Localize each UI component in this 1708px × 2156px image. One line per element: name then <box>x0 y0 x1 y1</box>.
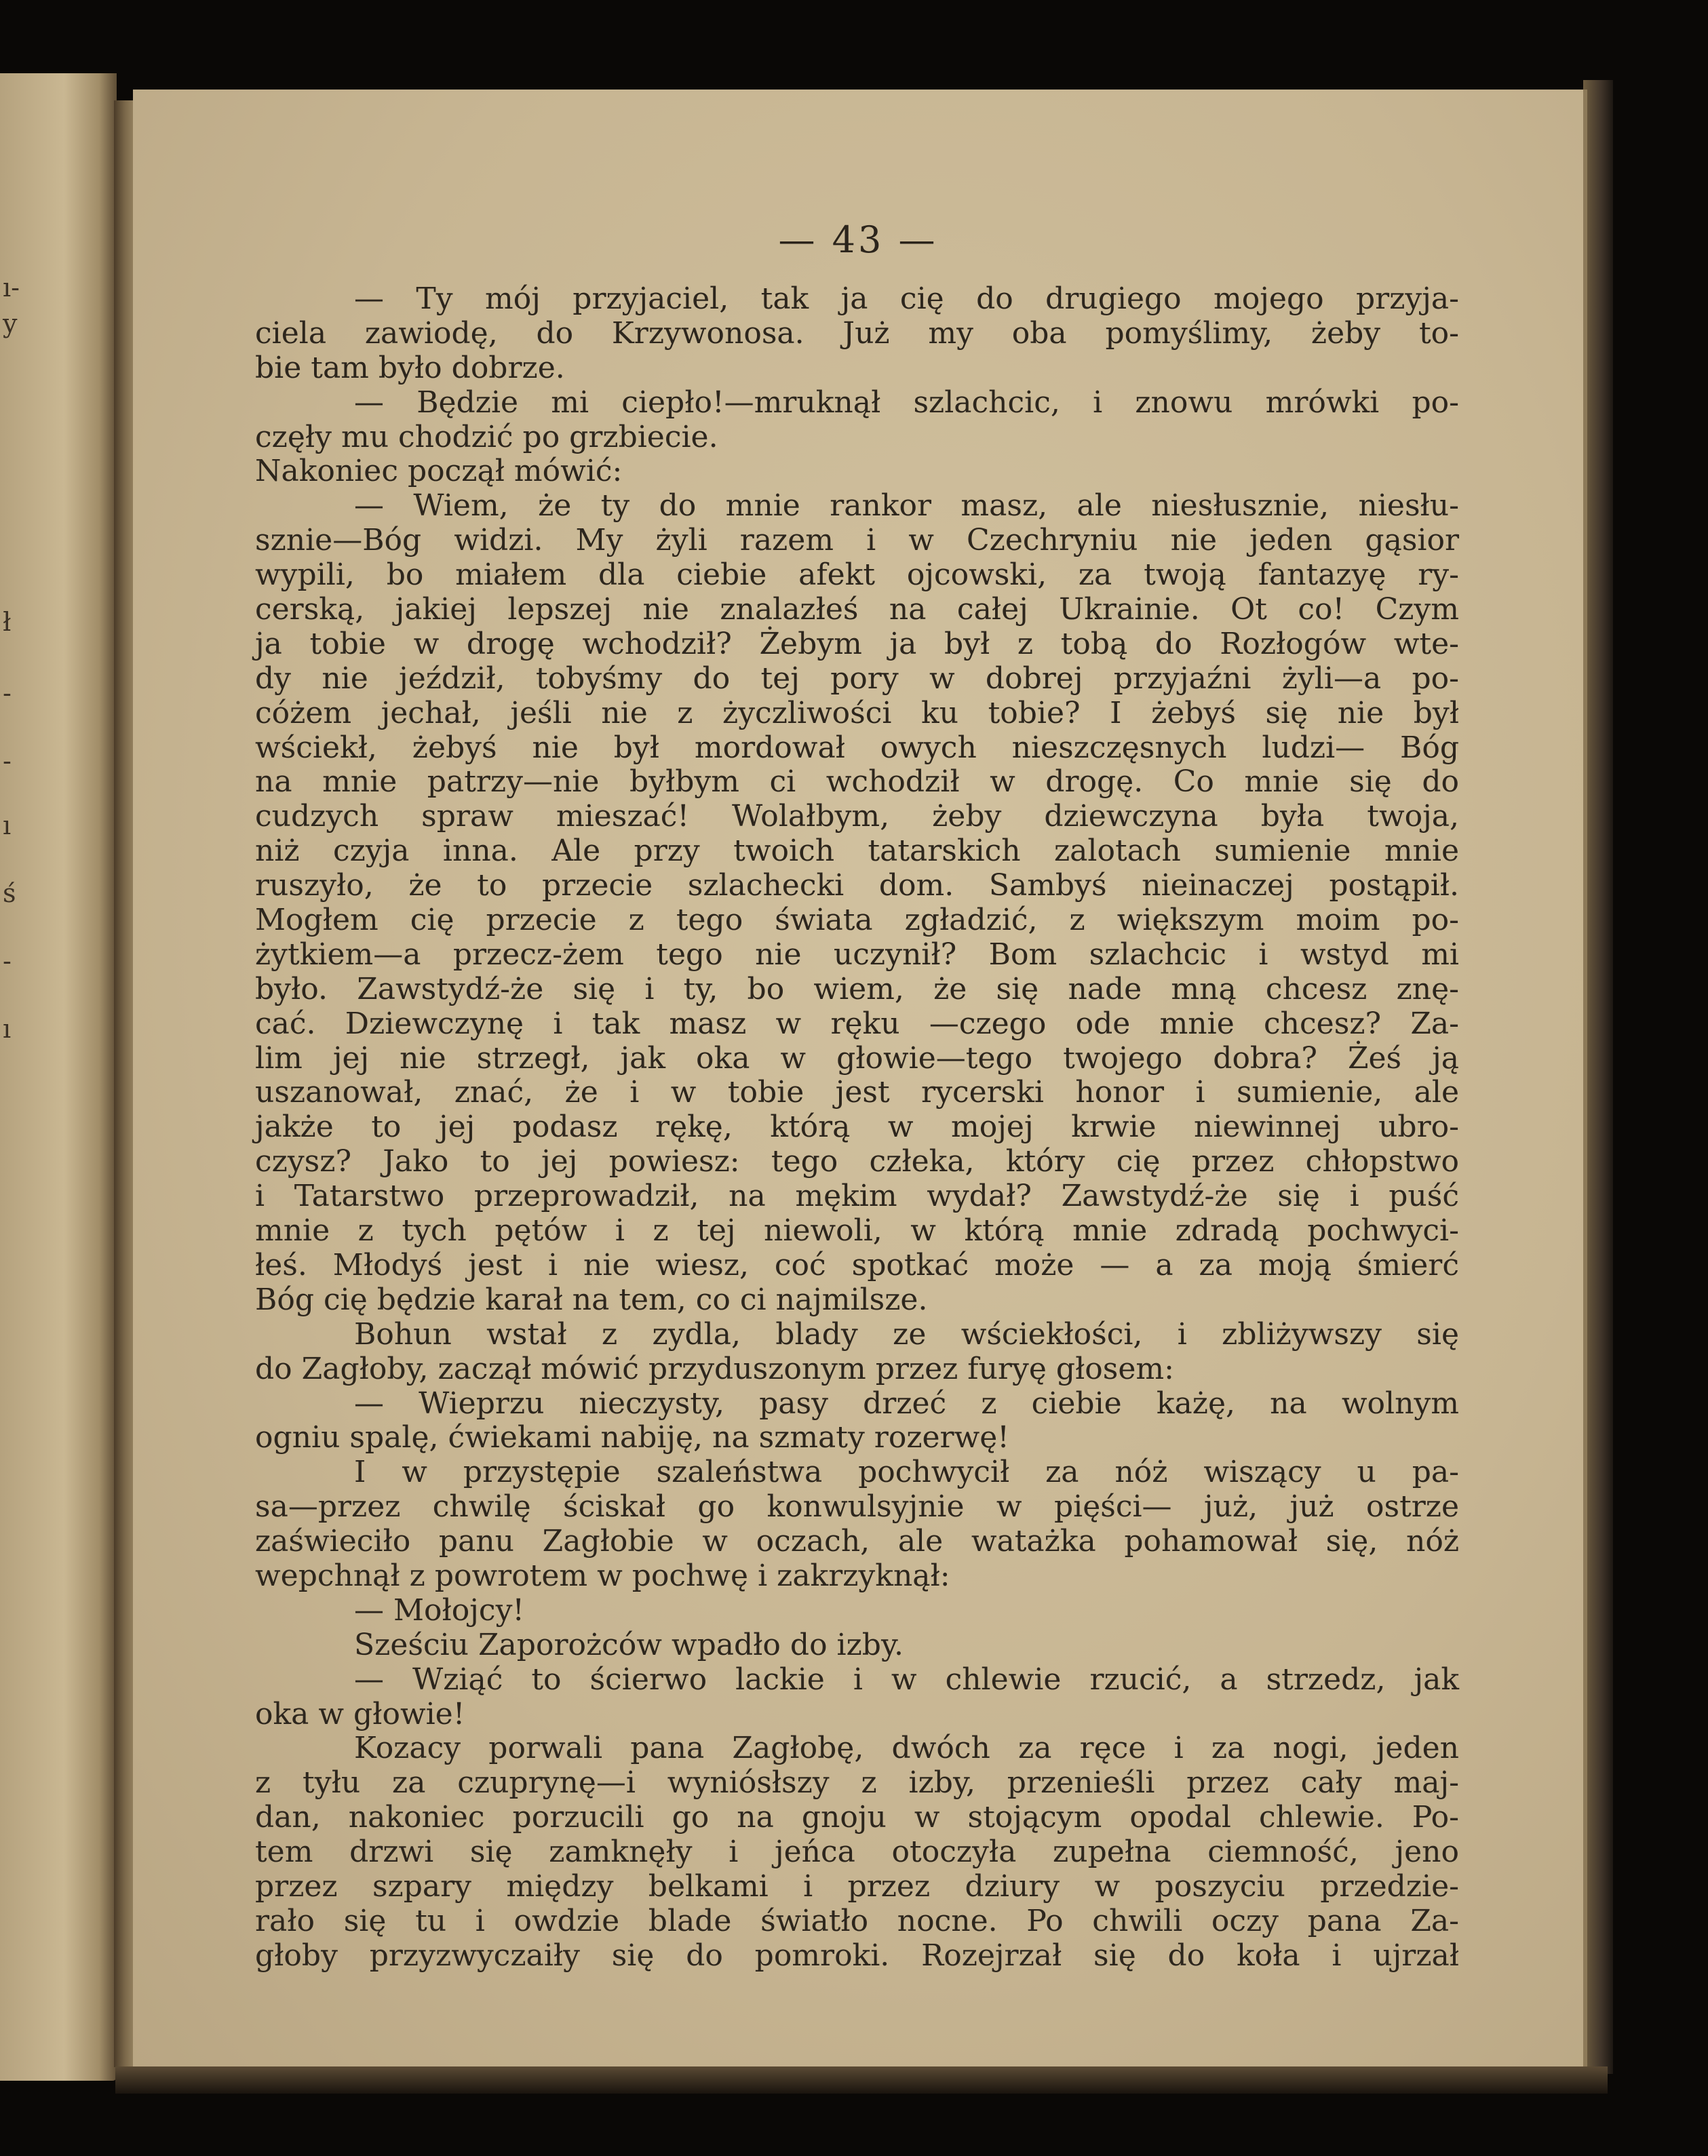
left-fragment: ı <box>3 810 12 840</box>
text-line: Mogłem cię przecie z tego świata zgładzić, z większym moim po- <box>255 903 1459 938</box>
page-number: — 43 — <box>778 218 938 261</box>
text-line: było. Zawstydź-że się i ty, bo wiem, że się nade mną chcesz znę- <box>255 971 1459 1006</box>
text-line: Kozacy porwali pana Zagłobę, dwóch za ręce i za nogi, jeden <box>354 1731 1459 1766</box>
text-line: cerską, jakiej lepszej nie znalazłeś na całej Ukrainie. Ot co! Czym <box>255 592 1459 627</box>
text-line: wepchnął z powrotem w pochwę i zakrzyknął: <box>255 1558 950 1593</box>
text-line: — Mołojcy! <box>354 1592 525 1628</box>
text-line: wypili, bo miałem dla ciebie afekt ojcowski, za twoją fantazyę ry- <box>255 557 1459 593</box>
text-line: czysz? Jako to jej powiesz: tego człeka, który cię przez chłopstwo <box>255 1144 1459 1179</box>
text-line: głoby przyzwyczaiły się do pomroki. Rozejrzał się do koła i ujrzał <box>255 1938 1459 1973</box>
left-page-edge <box>0 73 117 2081</box>
text-line: lim jej nie strzegł, jak oka w głowie—tego twojego dobra? Żeś ją <box>255 1040 1459 1076</box>
text-line: przez szpary między belkami i przez dziury w poszyciu przedzie- <box>255 1868 1459 1904</box>
text-line: zaświeciło panu Zagłobie w oczach, ale watażka pohamował się, nóż <box>255 1524 1459 1559</box>
text-line: bie tam było dobrze. <box>255 350 565 385</box>
left-fragment: ł <box>3 607 12 637</box>
text-line: — Wiem, że ty do mnie rankor masz, ale niesłusznie, niesłu- <box>354 488 1459 524</box>
left-fragment: - <box>3 946 12 976</box>
text-line: ogniu spalę, ćwiekami nabiję, na szmaty rozerwę! <box>255 1420 1009 1455</box>
text-line: oka w głowie! <box>255 1696 465 1731</box>
text-line: Bóg cię będzie karał na tem, co ci najmilsze. <box>255 1282 928 1317</box>
text-line: cóżem jechał, jeśli nie z życzliwości ku tobie? I żebyś się nie był <box>255 695 1459 730</box>
text-line: częły mu chodzić po grzbiecie. <box>255 419 718 454</box>
page-text <box>255 282 1459 1974</box>
text-line: żytkiem—a przecz-żem tego nie uczynił? Bom szlachcic i wstyd mi <box>255 937 1459 972</box>
text-line: — Ty mój przyjaciel, tak ja cię do drugiego mojego przyja- <box>354 281 1459 316</box>
book-cover-edge <box>1583 80 1613 2074</box>
left-fragment: ı- <box>3 273 20 302</box>
text-line: mnie z tych pętów i z tej niewoli, w którą mnie zdradą pochwyci- <box>255 1213 1459 1249</box>
text-line: sa—przez chwilę ściskał go konwulsyjnie w pięści— już, już ostrze <box>255 1489 1459 1525</box>
text-line: dan, nakoniec porzucili go na gnoju w stojącym opodal chlewie. Po- <box>255 1800 1459 1835</box>
text-line: na mnie patrzy—nie byłbym ci wchodził w drogę. Co mnie się do <box>255 764 1459 800</box>
text-line: uszanował, znać, że i w tobie jest rycerski honor i sumienie, ale <box>255 1075 1459 1110</box>
text-line: Nakoniec począł mówić: <box>255 454 623 489</box>
text-line: z tyłu za czuprynę—i wyniósłszy z izby, przenieśli przez cały maj- <box>255 1765 1459 1801</box>
text-line: cać. Dziewczynę i tak masz w ręku —czego ode mnie chcesz? Za- <box>255 1006 1459 1041</box>
text-line: — Będzie mi ciepło!—mruknął szlachcic, i znowu mrówki po- <box>354 385 1459 420</box>
text-line: Bohun wstał z zydla, blady ze wściekłości, i zbliżywszy się <box>354 1316 1459 1352</box>
text-line: łeś. Młodyś jest i nie wiesz, coć spotkać może — a za moją śmierć <box>255 1247 1459 1282</box>
left-fragment: - <box>3 678 12 708</box>
text-line: do Zagłoby, zaczął mówić przyduszonym przez furyę głosem: <box>255 1351 1174 1386</box>
text-line: niż czyja inna. Ale przy twoich tatarskich zalotach sumienie mnie <box>255 834 1459 869</box>
text-line: — Wieprzu nieczysty, pasy drzeć z ciebie każę, na wolnym <box>354 1386 1459 1421</box>
left-page-fragments <box>0 73 27 2081</box>
text-line: wściekł, żebyś nie był mordował owych nieszczęsnych ludzi— Bóg <box>255 730 1459 765</box>
text-line: I w przystępie szaleństwa pochwycił za nóż wiszący u pa- <box>354 1455 1459 1490</box>
text-line: i Tatarstwo przeprowadził, na mękim wydał? Zawstydź-że się i puść <box>255 1179 1459 1214</box>
text-line: ciela zawiodę, do Krzywonosa. Już my oba pomyślimy, żeby to- <box>255 315 1459 351</box>
text-line: sznie—Bóg widzi. My żyli razem i w Czechryniu nie jeden gąsior <box>255 523 1459 558</box>
book-page <box>133 90 1587 2066</box>
text-line: — Wziąć to ścierwo lackie i w chlewie rzucić, a strzedz, jak <box>354 1662 1459 1697</box>
left-fragment: ś <box>3 878 16 908</box>
text-line: ruszyło, że to przecie szlachecki dom. Sambyś nieinaczej postąpił. <box>255 868 1459 903</box>
text-line: cudzych spraw mieszać! Wolałbym, żeby dziewczyna była twoja, <box>255 799 1459 834</box>
left-fragment: - <box>3 746 12 776</box>
text-line: rało się tu i owdzie blade światło nocne. Po chwili oczy pana Za- <box>255 1903 1459 1938</box>
left-fragment: y <box>3 309 18 338</box>
text-line: ja tobie w drogę wchodził? Żebym ja był z tobą do Rozłogów wte- <box>255 626 1459 661</box>
book-bottom-shadow <box>115 2066 1608 2094</box>
left-fragment: ı <box>3 1014 12 1044</box>
text-line: dy nie jeździł, tobyśmy do tej pory w dobrej przyjaźni żyli—a po- <box>255 661 1459 696</box>
text-line: jakże to jej podasz rękę, którą w mojej krwie niewinnej ubro- <box>255 1110 1459 1145</box>
text-line: tem drzwi się zamknęły i jeńca otoczyła zupełna ciemność, jeno <box>255 1835 1459 1870</box>
text-line: Sześciu Zaporożców wpadło do izby. <box>354 1627 904 1662</box>
